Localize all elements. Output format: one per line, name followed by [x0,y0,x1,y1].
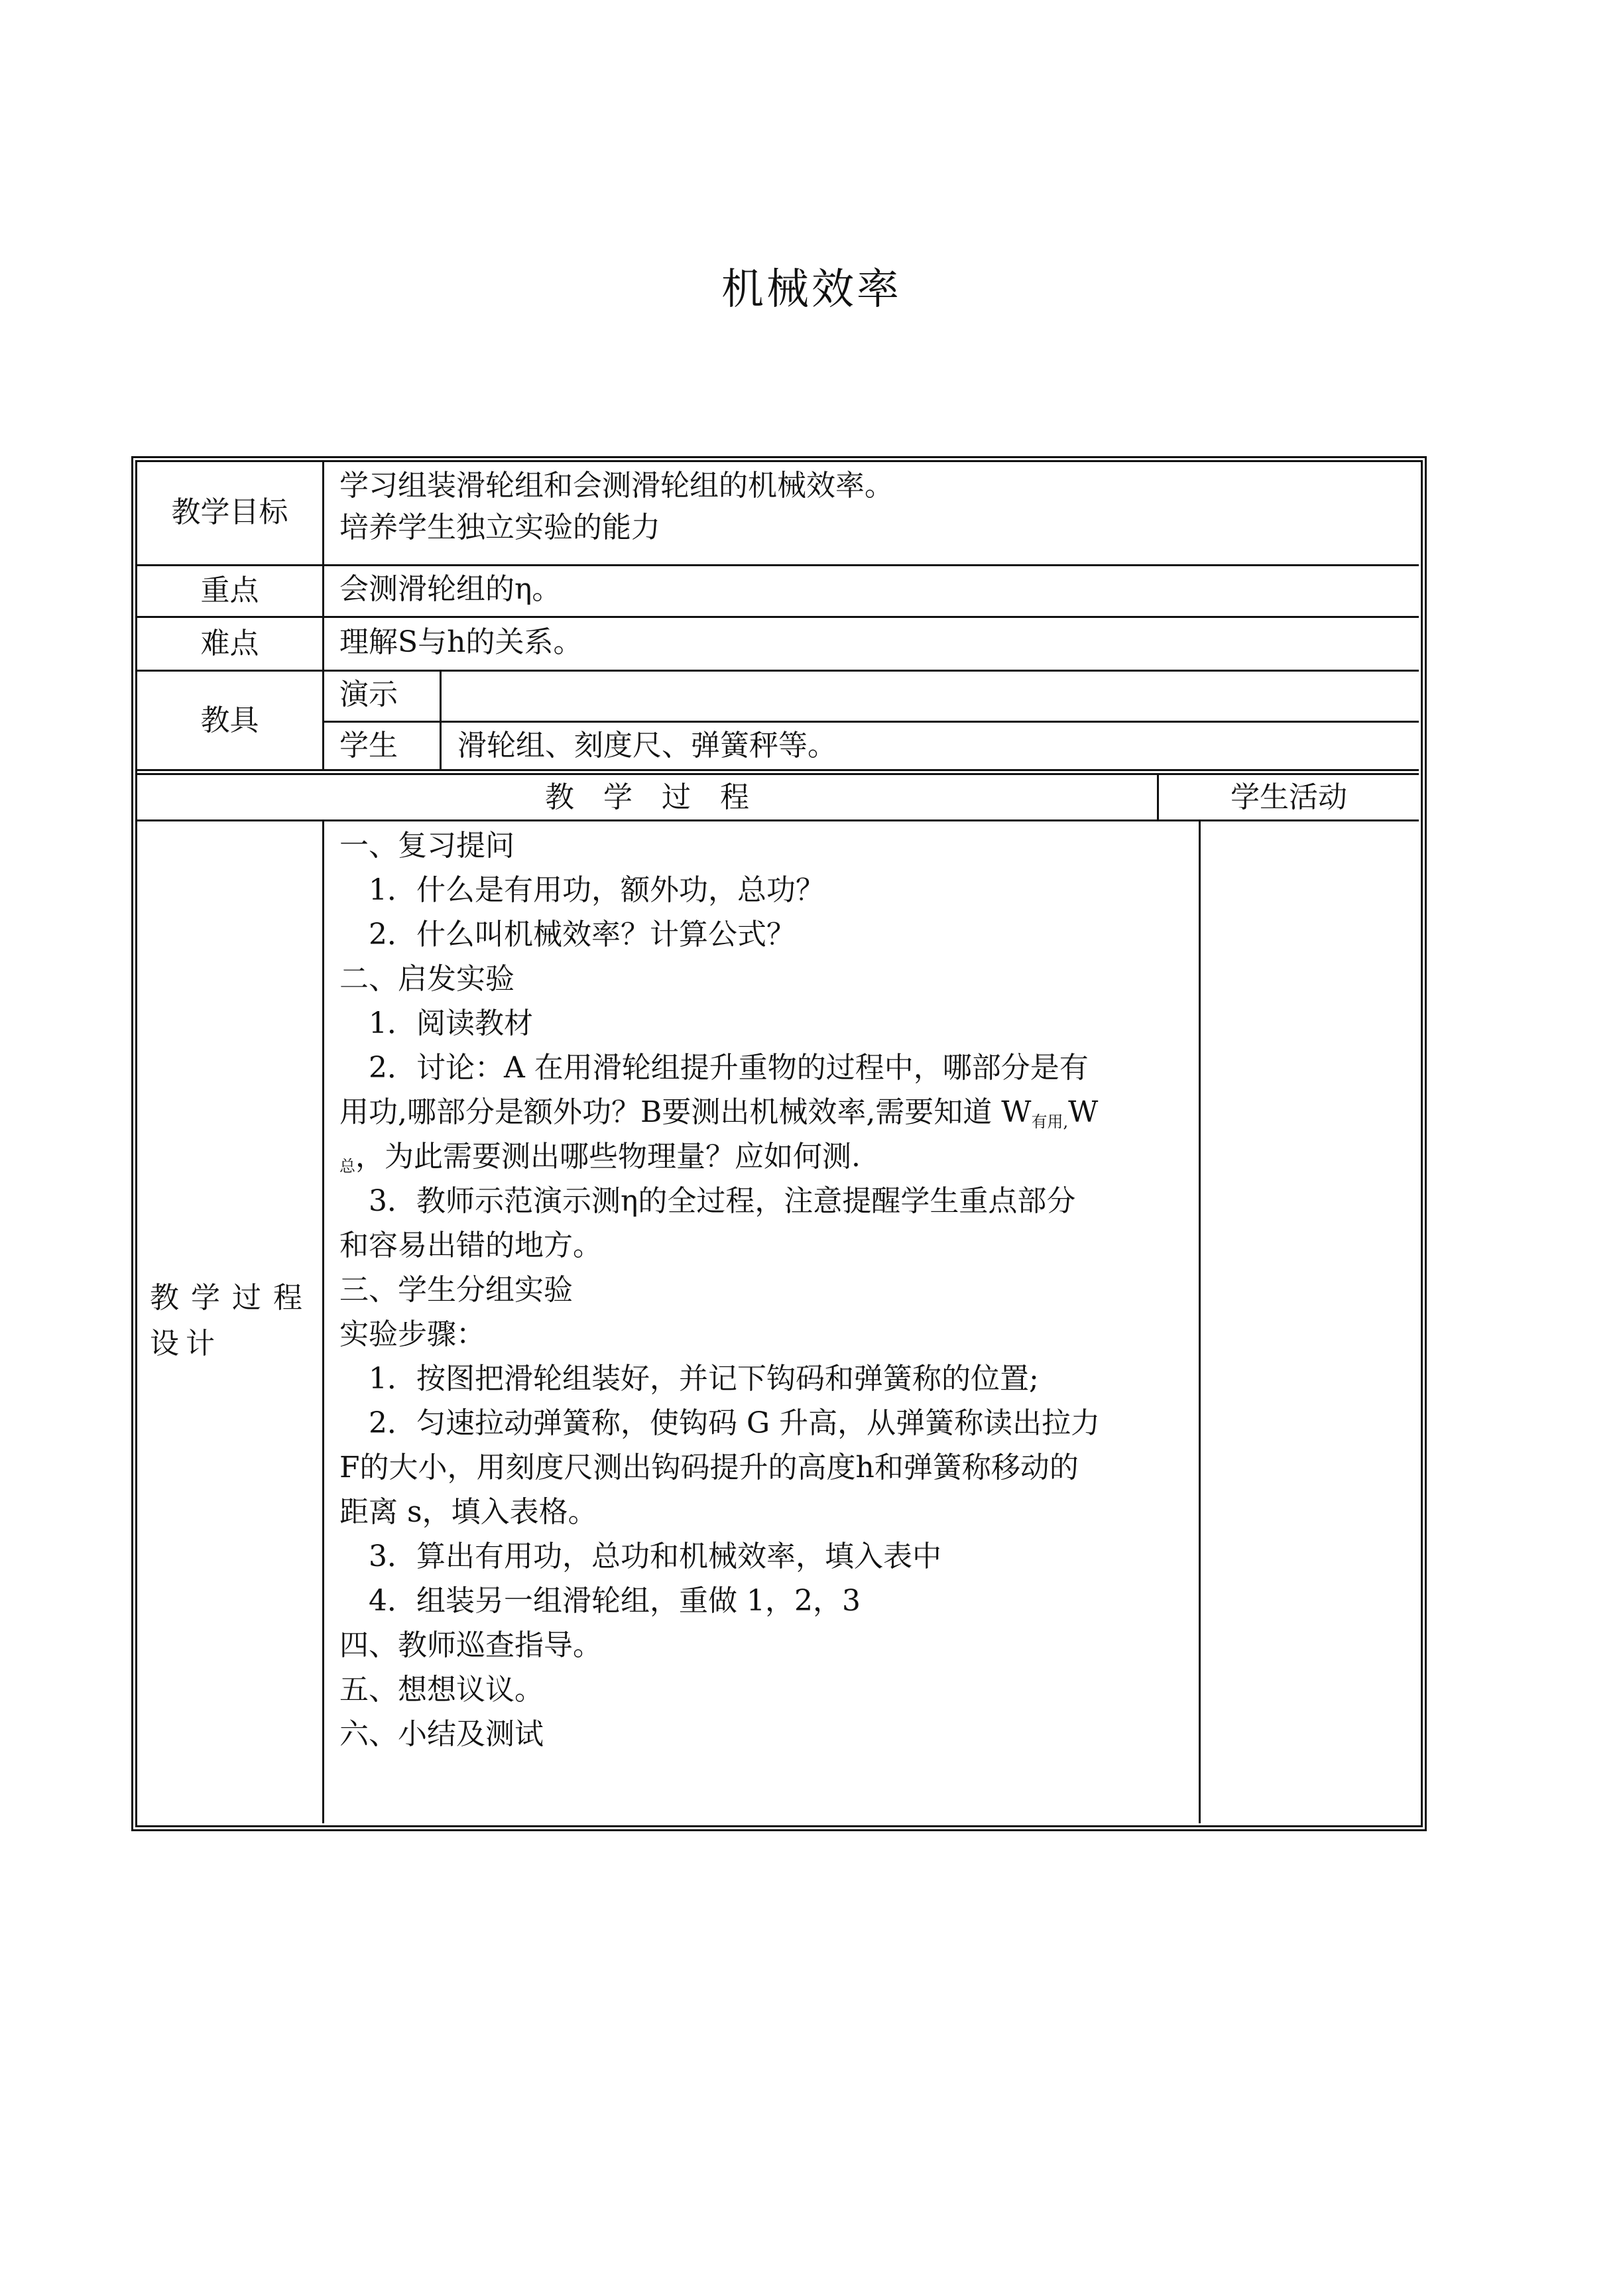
tools-student-value: 滑轮组、刻度尺、弹簧秤等。 [457,729,837,762]
tools-label: 教具 [200,703,259,737]
design-line-2: 1．什么是有用功，额外功，总功？ [339,873,825,907]
design-line-10: 和容易出错的地方。 [339,1229,602,1262]
design-line-12: 实验步骤： [339,1317,485,1351]
design-label-line-2: 设计 [150,1327,221,1360]
tools-demo-label: 演示 [339,678,398,711]
row-divider [135,819,1419,821]
design-line-8-text: ，为此需要测出哪些物理量？应如何测. [355,1140,861,1174]
page-title: 机械效率 [721,265,902,314]
key-label: 重点 [200,574,259,607]
design-line-7-text: 用功,哪部分是额外功？B要测出机械效率,需要知道 W [339,1095,1032,1129]
design-line-18: 4．组装另一组滑轮组，重做 1，2，3 [339,1584,861,1618]
design-line-13: 1．按图把滑轮组装好，并记下钩码和弹簧称的位置; [339,1362,1039,1396]
design-line-19: 四、教师巡查指导。 [339,1628,602,1662]
design-line-15: F的大小，用刻度尺测出钩码提升的高度h和弹簧称移动的 [339,1451,1079,1484]
column-divider [322,819,324,1823]
difficulty-label: 难点 [200,627,259,660]
design-line-20: 五、想想议议。 [339,1673,544,1707]
tools-student-label: 学生 [339,729,398,762]
design-line-14: 2．匀速拉动弹簧称，使钩码 G 升高，从弹簧称读出拉力 [339,1406,1101,1440]
design-line-1: 一、复习提问 [339,829,514,863]
design-line-16: 距离 s，填入表格。 [339,1495,597,1529]
key-text: 会测滑轮组的η。 [339,572,562,606]
row-divider [322,721,1419,723]
column-divider [440,670,442,771]
row-divider [135,769,1419,771]
row-divider [135,564,1419,566]
column-divider [1199,819,1201,1823]
goal-label: 教学目标 [171,495,288,529]
design-label-line-1: 教 学 过 程 [150,1281,304,1315]
process-header: 教 学 过 程 [545,780,749,814]
difficulty-text: 理解S与h的关系。 [339,625,583,659]
activity-header: 学生活动 [1231,780,1347,814]
subscript-useful: 有用, [1031,1113,1069,1131]
design-line-17: 3．算出有用功，总功和机械效率，填入表中 [339,1540,941,1573]
design-line-4: 二、启发实验 [339,962,514,996]
subscript-total: 总 [339,1157,355,1176]
design-line-11: 三、学生分组实验 [339,1273,573,1307]
design-line-21: 六、小结及测试 [339,1717,544,1751]
w-total-symbol: W [1068,1095,1099,1129]
design-line-9: 3．教师示范演示测η的全过程，注意提醒学生重点部分 [339,1184,1076,1218]
column-divider [322,460,324,771]
design-line-6: 2．讨论：A 在用滑轮组提升重物的过程中，哪部分是有 [339,1051,1089,1085]
row-divider [135,616,1419,618]
goal-line-1: 学习组装滑轮组和会测滑轮组的机械效率。 [339,469,894,503]
row-divider [135,773,1419,775]
goal-line-2: 培养学生独立实验的能力 [339,511,660,544]
row-divider [135,670,1419,672]
design-line-3: 2．什么叫机械效率？计算公式？ [339,918,796,951]
design-line-5: 1．阅读教材 [339,1006,533,1040]
